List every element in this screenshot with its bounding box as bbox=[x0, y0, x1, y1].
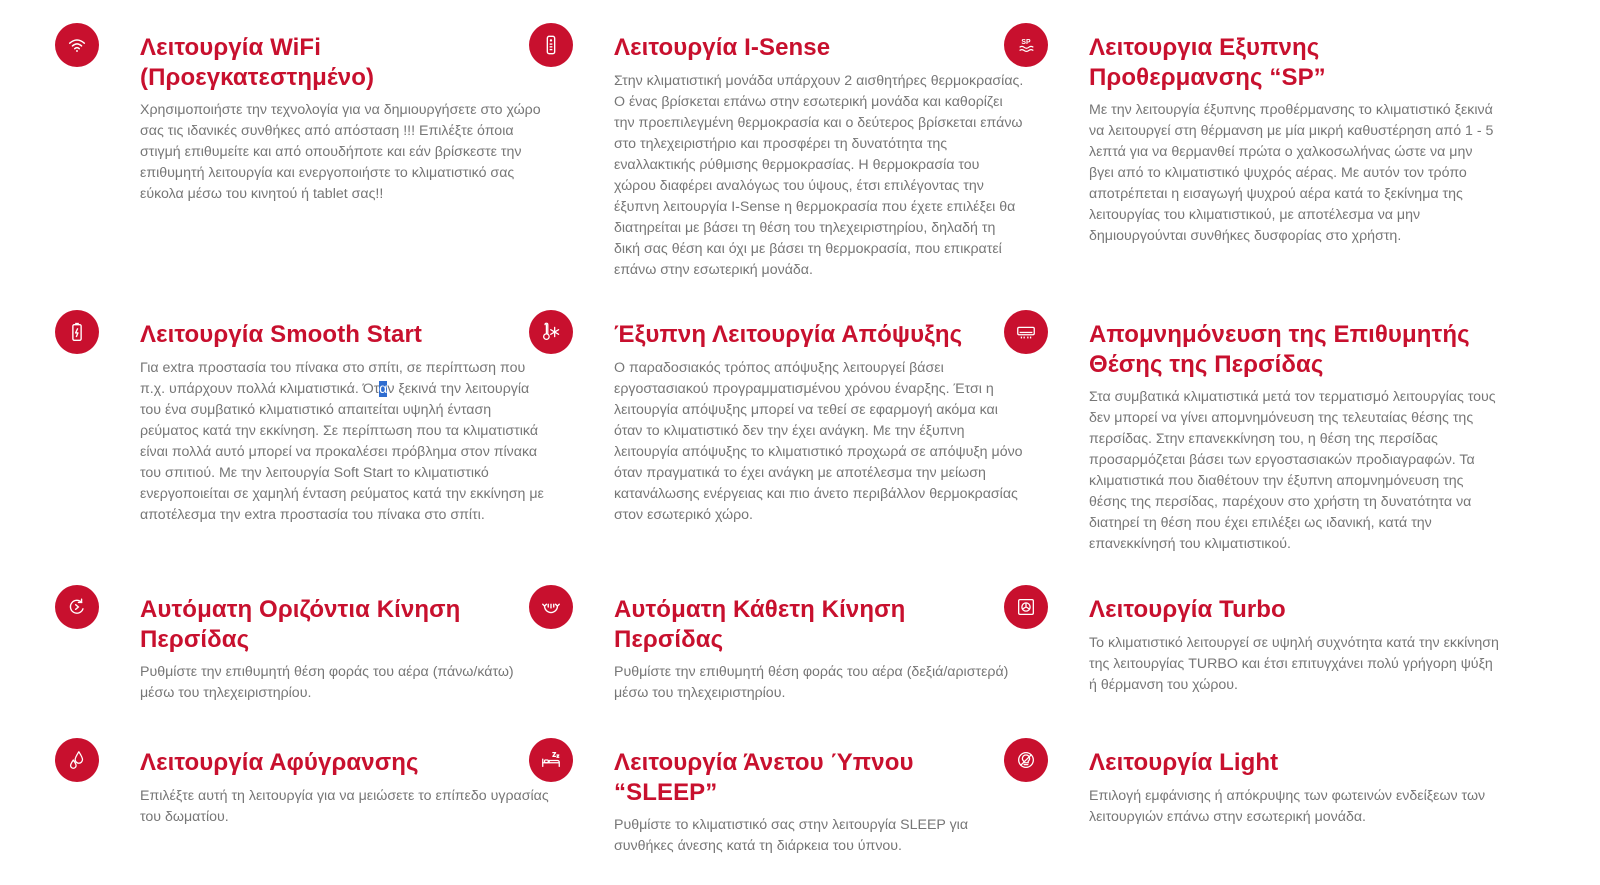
battery-plug-icon bbox=[55, 310, 99, 354]
feature-description: Για extra προστασία του πίνακα στο σπίτι, σε περίπτωση που π.χ. υπάρχουν πολλά κλιματιστικά. Όταν ξεκινά την λειτουργία του ένα συμβατικό κλιματιστικό απαιτείται υψηλή ένταση ρεύματος κατά την εκκίνηση. Σε περίπτωση που τα κλιματιστικά είναι πολλά αυτό μπορεί να προκαλέσει πρόβλημα στον πίνακα του σπιτιού. Με την λειτουργία Soft Start το κλιματιστικό ενεργοποιείται σε χαμηλή ένταση ρεύματος κατά την εκκίνηση με αποτέλεσμα την extra προστασία του πίνακα στο σπίτι. bbox=[140, 360, 544, 523]
feature-title: Έξυπνη Λειτουργία Απόψυξης bbox=[614, 321, 963, 348]
feature-title: Λειτουργία Light bbox=[1089, 749, 1279, 776]
feature-title: Απομνημόνευση της Επιθυμητής Θέσης της Περσίδας bbox=[1089, 321, 1470, 378]
air-conditioner-unit-icon bbox=[1004, 310, 1048, 354]
vertical-swing-icon bbox=[529, 585, 573, 629]
turbo-fan-icon bbox=[1004, 585, 1048, 629]
feature-description: Επιλογή εμφάνισης ή απόκρυψης των φωτεινών ενδείξεων των λειτουργιών επάνω στην εσωτερική μονάδα. bbox=[1089, 788, 1486, 825]
feature-title: Λειτουργια Εξυπνης Προθερμανσης “SP” bbox=[1089, 34, 1326, 91]
horizontal-swing-icon bbox=[55, 585, 99, 629]
feature-title: Λειτουργία Άνετου Ύπνου “SLEEP” bbox=[614, 749, 914, 806]
light-off-icon bbox=[1004, 738, 1048, 782]
sleep-bed-icon bbox=[529, 738, 573, 782]
feature-title: Λειτουργία Smooth Start bbox=[140, 321, 422, 348]
text-selection-highlight: α bbox=[379, 381, 388, 397]
feature-description: Ρυθμίστε το κλιματιστικό σας στην λειτουργία SLEEP για συνθήκες άνεσης κατά τη διάρκεια του ύπνου. bbox=[614, 817, 969, 854]
feature-description: Χρησιμοποιήστε την τεχνολογία για να δημιουργήσετε στο χώρο σας τις ιδανικές συνθήκες από απόσταση !!! Επιλέξτε όποια στιγμή επιθυμείτε και από οπουδήποτε και εάν βρίσκεστε την επιθυμητή λειτουργία και ενεργοποιήστε το κλιματιστικό σας εύκολα μέσω του κινητού ή tablet σας!! bbox=[140, 102, 541, 202]
svg-text:SP: SP bbox=[1021, 39, 1031, 47]
feature-description: Ο παραδοσιακός τρόπος απόψυξης λειτουργεί βάσει εργοστασιακού προγραμματισμένου χρόνου έναρξης. Έτσι η λειτουργία απόψυξης μπορεί να τεθεί σε εφαρμογή ακόμα και όταν το κλιματιστικό δεν την έχει ανάγκη. Με την έξυπνη λειτουργία απόψυξης το κλιματιστικό προχωρά σε απόψυξη μόνο όταν πραγματικά το έχει ανάγκη με αποτέλεσμα την μείωση κατανάλωσης ενέργειας και πιο άνετο περιβάλλον θερμοκρασίας στον εσωτερικό χώρο. bbox=[614, 360, 1023, 523]
feature-description: Ρυθμίστε την επιθυμητή θέση φοράς του αέρα (πάνω/κάτω) μέσω του τηλεχειριστηρίου. bbox=[140, 664, 514, 701]
feature-description: Ρυθμίστε την επιθυμητή θέση φοράς του αέρα (δεξιά/αριστερά) μέσω του τηλεχειριστηρίου. bbox=[614, 664, 1009, 701]
defrost-thermometer-icon bbox=[529, 310, 573, 354]
wifi-icon bbox=[55, 23, 99, 67]
feature-description: Στα συμβατικά κλιματιστικά μετά τον τερματισμό λειτουργίας τους δεν μπορεί να γίνει απομνημόνευση της τελευταίας θέσης της περσίδας. Στην επανεκκίνηση του, η θέση της περσίδας προσαρμόζεται βάσει των εργοστασιακών προδιαγραφών. Τα κλιματιστικά που διαθέτουν την έξυπνη απομνημόνευση της θέσης της περσίδας, παρέχουν στο χρήστη τη δυνατότητα να διατηρεί τη θέση που έχει επιλέξει ως ιδανική, κατά την επανεκκίνησή του κλιματιστικού. bbox=[1089, 389, 1496, 552]
feature-title: Λειτουργία Αφύγρανσης bbox=[140, 749, 419, 776]
smart-preheat-sp-icon bbox=[1004, 23, 1048, 67]
feature-description: Με την λειτουργία έξυπνης προθέρμανσης το κλιματιστικό ξεκινά να λειτουργεί στη θέρμανση με μία μικρή καθυστέρηση από 1 - 5 λεπτά για να θερμανθεί πρώτα ο χαλκοσωλήνας ώστε να μην βγει από το κλιματιστικό ψυχρός αέρας. Με αυτόν τον τρόπο αποτρέπεται η εισαγωγή ψυχρού αέρα κατά το ξεκίνημα της λειτουργίας του κλιματιστικού, με αποτέλεσμα να μην δημιουργούνται συνθήκες δυσφορίας στο χρήστη. bbox=[1089, 102, 1494, 244]
feature-title: Αυτόματη Κάθετη Κίνηση Περσίδας bbox=[614, 596, 906, 653]
feature-description: Το κλιματιστικό λειτουργεί σε υψηλή συχνότητα κατά την εκκίνηση της λειτουργίας TURBO και έτσι επιτυγχάνει πολύ γρήγορη ψύξη ή θέρμανση του χώρου. bbox=[1089, 635, 1499, 693]
remote-control-icon bbox=[529, 23, 573, 67]
feature-title: Λειτουργία Turbo bbox=[1089, 596, 1286, 623]
feature-title: Λειτουργία WiFi (Προεγκατεστημένο) bbox=[140, 34, 375, 91]
feature-title: Λειτουργία I-Sense bbox=[614, 34, 831, 61]
feature-description: Επιλέξτε αυτή τη λειτουργία για να μειώσετε το επίπεδο υγρασίας του δωματίου. bbox=[140, 788, 549, 825]
feature-title: Αυτόματη Οριζόντια Κίνηση Περσίδας bbox=[140, 596, 461, 653]
water-drops-icon bbox=[55, 738, 99, 782]
feature-description: Στην κλιματιστική μονάδα υπάρχουν 2 αισθητήρες θερμοκρασίας. Ο ένας βρίσκεται επάνω στην εσωτερική μονάδα και καθορίζει την προεπιλεγμένη θερμοκρασία και ο δεύτερος βρίσκεται επάνω στο τηλεχειριστήριο και προσφέρει τη δυνατότητα της εναλλακτικής ρύθμισης θερμοκρασίας. Η θερμοκρασία του χώρου διαφέρει αναλόγως του ύψους, έτσι επιλέγοντας την έξυπνη λειτουργία I-Sense η θερμοκρασία που έχετε επιλέξει θα διατηρείται με βάσει τη θέση του τηλεχειριστηρίου, δηλαδή τη δική σας θέση και όχι με βάσει τη θερμοκρασία, που επικρατεί επάνω στην εσωτερική μονάδα. bbox=[614, 73, 1024, 278]
